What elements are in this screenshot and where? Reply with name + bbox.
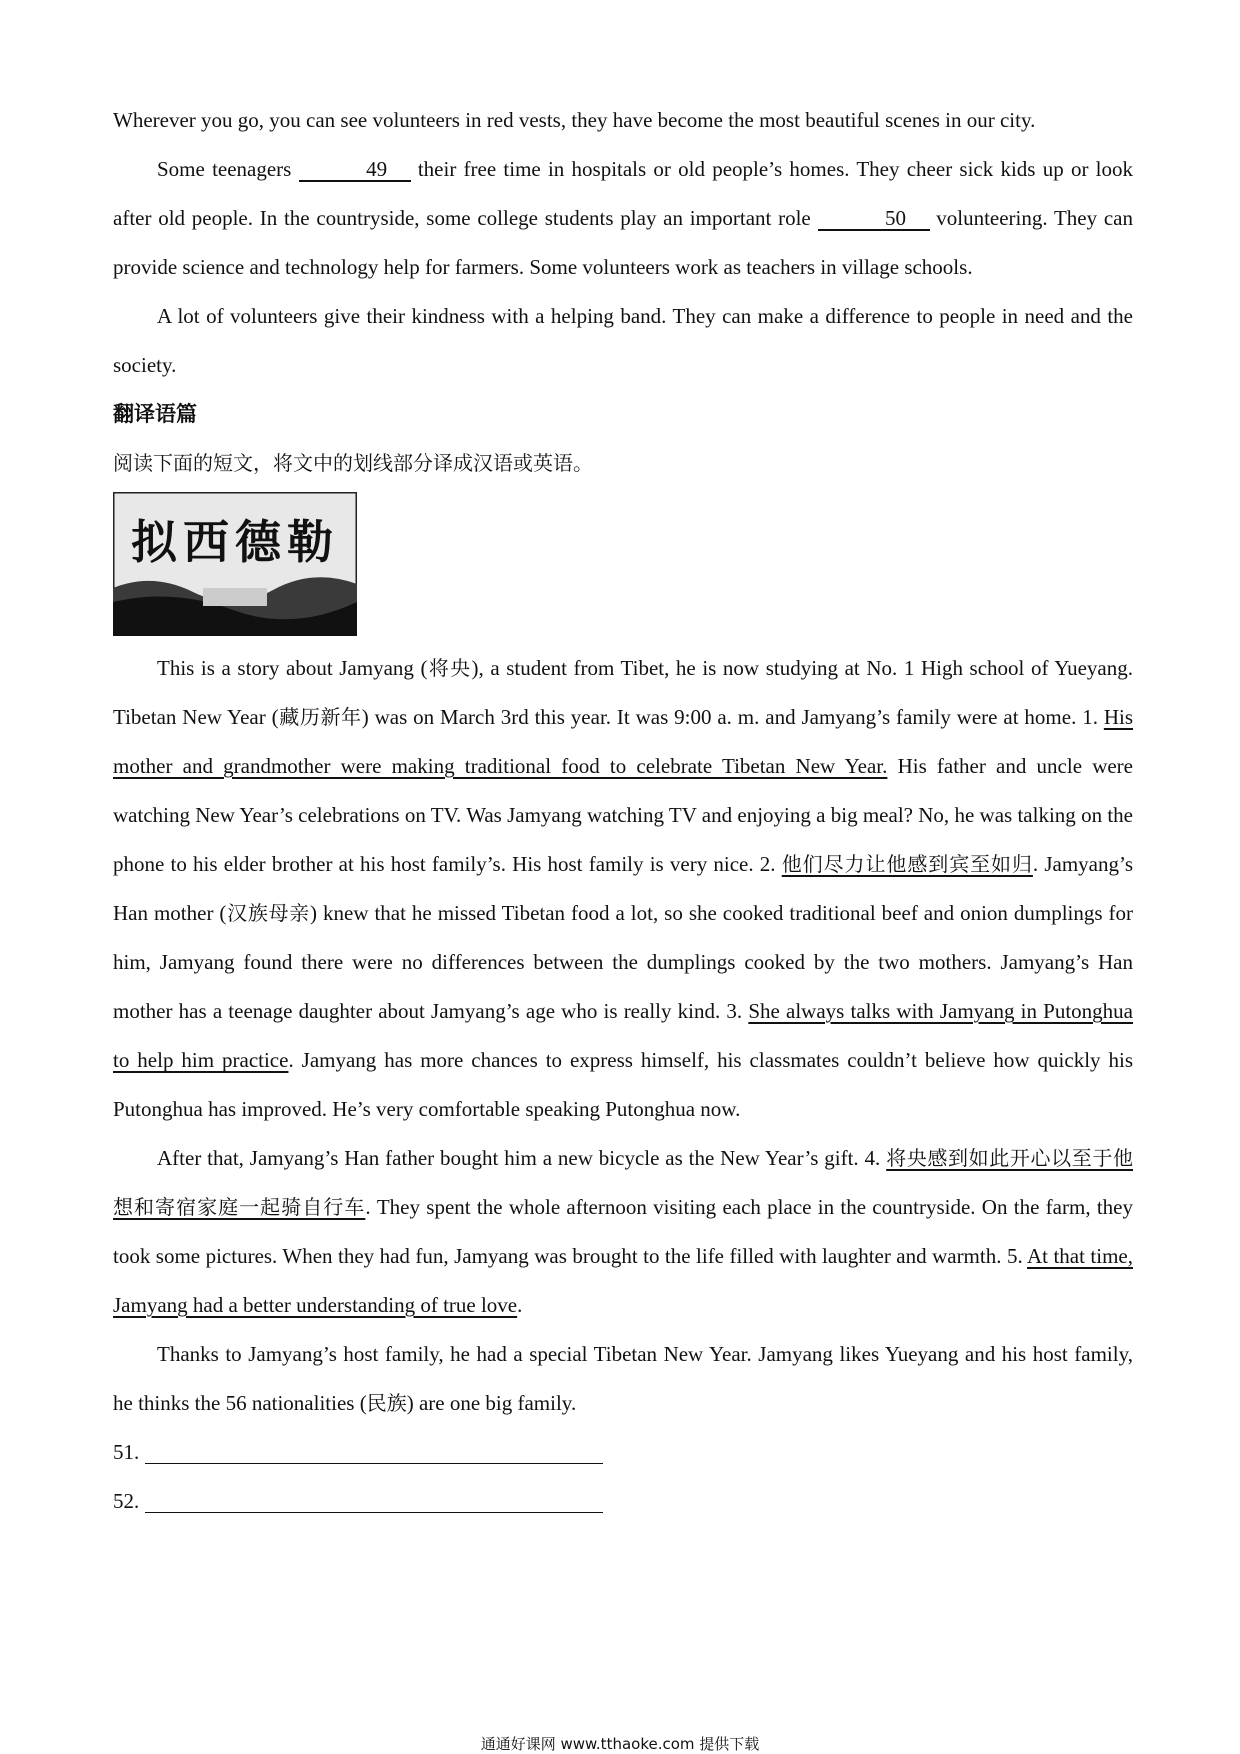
text-fragment: Thanks to Jamyang’s host family, he had a special Tibetan New Year. Jamyang likes Yueyang and his host family, he thinks the 56 nationalities ( (113, 1342, 1133, 1415)
text-fragment: their free time in hospitals or old people’s homes. They cheer sick kids up or look after old people. In the countryside, some college students play an important role (113, 157, 1134, 230)
gloss-cn: 藏历新年 (278, 705, 362, 729)
text-fragment: His father and uncle were watching New Year’s celebrations on TV. Was Jamyang watching TV and enjoying a big meal? No, he was talking on the phone to his elder brother at his host family’s. His host family is very nice. 2. (113, 754, 1133, 876)
section-instruction: 阅读下面的短文，将文中的划线部分译成汉语或英语。 (113, 451, 593, 475)
answer-blank[interactable] (145, 1490, 603, 1513)
story-paragraph-3 (113, 1330, 1133, 1428)
answer-number: 52. (113, 1489, 140, 1513)
gloss-cn: 汉族母亲 (226, 901, 311, 925)
text-fragment: . Jamyang’s Han mother ( (113, 852, 1134, 925)
text-fragment: ) are one big family. (406, 1391, 577, 1415)
answer-number: 51. (113, 1440, 140, 1464)
text-fragment: volunteering. They can provide science and technology help for farmers. Some volunteers work as teachers in village schools. (113, 206, 1133, 279)
section-heading: 翻译语篇 (113, 402, 197, 426)
paragraph-kindness: A lot of volunteers give their kindness with a helping band. They can make a difference to people in need and the society. (113, 304, 1133, 377)
blank-50: 50 (818, 207, 930, 231)
text-fragment: . They spent the whole afternoon visiting each place in the countryside. On the farm, they took some pictures. When they had fun, Jamyang was brought to the life filled with laughter and warmth. 5. (113, 1195, 1133, 1268)
answer-line-52 (113, 1477, 1133, 1526)
text-fragment: . Jamyang has more chances to express himself, his classmates couldn’t believe how quickly his Putonghua has improved. He’s very comfortable speaking Putonghua now. (113, 1048, 1133, 1121)
document-page (113, 96, 1133, 1526)
text-fragment: ) knew that he missed Tibetan food a lot, so she cooked traditional beef and onion dumplings for him, Jamyang found there were no differences between the dumplings cooked by the two mothers. Jamyang’s Han mother has a teenage daughter about Jamyang’s age who is really kind. 3. (113, 901, 1134, 1023)
calligraphy-logo-image (113, 492, 357, 636)
text-fragment: ) was on March 3rd this year. It was 9:00 a. m. and Jamyang’s family were at home. 1. (361, 705, 1104, 729)
blank-49: 49 (299, 158, 411, 182)
logo-calligraphy-text: 拟西德勒 (131, 515, 339, 569)
answer-blank[interactable] (145, 1441, 603, 1464)
answer-line-51 (113, 1428, 1133, 1477)
story-paragraph-1 (113, 644, 1133, 1134)
page-footer: 通通好课网 www.tthaoke.com 提供下载 (480, 1735, 760, 1753)
text-fragment: Some teenagers (157, 157, 299, 181)
gloss-cn: 将央 (427, 656, 472, 680)
underlined-sentence-2: 他们尽力让他感到宾至如归 (781, 852, 1033, 876)
underlined-sentence-4: 将央感到如此开心以至于他想和寄宿家庭一起骑自行车 (113, 1146, 1134, 1219)
paragraph-teenagers (113, 145, 1133, 292)
underlined-sentence-1: His mother and grandmother were making traditional food to celebrate Tibetan New Year. (113, 705, 1134, 778)
paragraph-volunteers-end: Wherever you go, you can see volunteers in red vests, they have become the most beautiful scenes in our city. (113, 108, 1036, 132)
underlined-sentence-3: She always talks with Jamyang in Putonghua to help him practice (113, 999, 1133, 1072)
text-fragment: ), a student from Tibet, he is now studying at No. 1 High school of Yueyang. Tibetan New Year ( (113, 656, 1133, 729)
gloss-cn: 民族 (366, 1391, 407, 1415)
text-fragment: After that, Jamyang’s Han father bought him a new bicycle as the New Year’s gift. 4. (157, 1146, 887, 1170)
underlined-sentence-5: At that time, Jamyang had a better understanding of true love (113, 1244, 1133, 1317)
text-fragment: . (517, 1293, 523, 1317)
text-fragment: This is a story about Jamyang ( (157, 656, 428, 680)
story-paragraph-2 (113, 1134, 1133, 1330)
